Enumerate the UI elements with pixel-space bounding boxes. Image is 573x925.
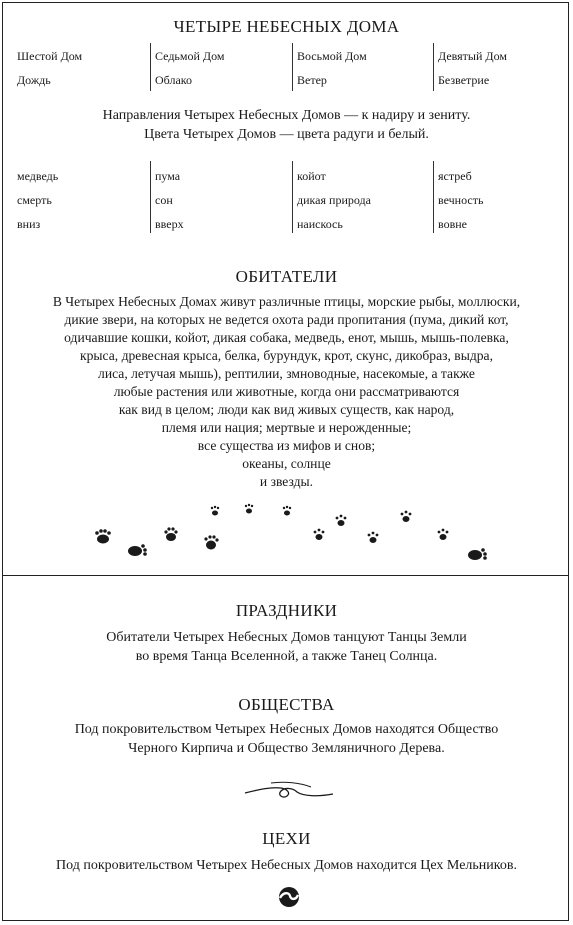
inhabitants-line: и звезды. (259, 474, 314, 489)
attribute-column (13, 161, 153, 233)
attribute-direction: вверх (155, 217, 184, 231)
attribute-concept: вечность (438, 193, 484, 207)
attribute-column (150, 161, 291, 233)
attribute-direction: наискось (297, 217, 343, 231)
attribute-animal: медведь (17, 169, 59, 183)
attribute-column (292, 161, 433, 233)
house-weather: Дождь (17, 73, 51, 87)
inhabitants-line: одичавшие кошки, койот, дикая собака, медведь, енот, мышь, мышь-полевка, (64, 330, 509, 345)
inhabitants-line: лиса, летучая мышь), рептилии, змноводные, насекомые, а также (98, 366, 475, 381)
societies-line: Под покровительством Четырех Небесных Домов находятся Общество (74, 722, 499, 737)
house-name: Седьмой Дом (155, 49, 225, 63)
page-frame (2, 2, 569, 921)
guilds-line: Под покровительством Четырех Небесных Домов находится Цех Мельников. (56, 858, 517, 873)
festivals-line: во время Танца Вселенной, а также Танец Солнца. (135, 648, 438, 664)
section-divider (3, 575, 568, 576)
guilds-text (3, 857, 570, 876)
attribute-animal: ястреб (438, 169, 472, 183)
festivals-line: Обитатели Четырех Небесных Домов танцуют Танцы Земли (106, 630, 467, 645)
inhabitants-title: ОБИТАТЕЛИ (235, 267, 338, 286)
inhabitants-line: дикие звери, на которых не ведется охота ради пропитания (пума, дикий кот, (64, 312, 509, 327)
spiral-ornament-icon (241, 775, 337, 805)
attributes-table (13, 161, 573, 233)
directions-text (3, 107, 570, 144)
houses-table (13, 43, 573, 91)
inhabitants-line: любые растения или животные, когда они рассматриваются (113, 384, 460, 399)
house-column (150, 43, 291, 91)
house-weather: Облако (155, 73, 193, 87)
attribute-direction: вниз (17, 217, 41, 231)
guilds-title: ЦЕХИ (262, 829, 311, 848)
societies-text (3, 721, 570, 758)
societies-line: Черного Кирпича и Общество Земляничного Дерева. (128, 740, 445, 756)
festivals-title: ПРАЗДНИКИ (235, 601, 338, 620)
attribute-animal: пума (155, 169, 181, 183)
paw-prints-icon (3, 493, 570, 568)
house-weather: Безветрие (438, 73, 490, 87)
attribute-concept: сон (155, 193, 173, 207)
attribute-concept: смерть (17, 193, 52, 207)
directions-line: Направления Четырех Небесных Домов — к надиру и зениту. (102, 108, 471, 123)
house-column (433, 43, 563, 91)
house-column (292, 43, 433, 91)
inhabitants-line: океаны, солнце (242, 456, 331, 471)
house-name: Шестой Дом (17, 49, 83, 63)
societies-title: ОБЩЕСТВА (238, 695, 335, 714)
inhabitants-line: В Четырех Небесных Домах живут различные птицы, морские рыбы, моллюски, (52, 294, 521, 309)
house-name: Девятый Дом (438, 49, 507, 63)
house-weather: Ветер (297, 73, 327, 87)
attribute-concept: дикая природа (297, 193, 371, 207)
festivals-text (3, 629, 570, 666)
yin-wave-icon (278, 886, 300, 908)
inhabitants-line: крыса, древесная крыса, белка, бурундук, крот, скунс, дикобраз, выдра, (80, 348, 493, 363)
attribute-animal: койот (297, 169, 326, 183)
directions-line: Цвета Четырех Домов — цвета радуги и белый. (144, 126, 429, 142)
inhabitants-line: все существа из мифов и снов; (197, 438, 376, 453)
house-column (13, 43, 153, 91)
attribute-direction: вовне (438, 217, 467, 231)
houses-title: ЧЕТЫРЕ НЕБЕСНЫХ ДОМА (173, 17, 400, 36)
house-name: Восьмой Дом (297, 49, 367, 63)
attribute-column (433, 161, 563, 233)
inhabitants-line: как вид в целом; люди как вид живых существ, как народ, (118, 402, 455, 417)
inhabitants-text (3, 293, 570, 491)
inhabitants-line: племя или нация; мертвые и нерожденные; (161, 420, 412, 435)
